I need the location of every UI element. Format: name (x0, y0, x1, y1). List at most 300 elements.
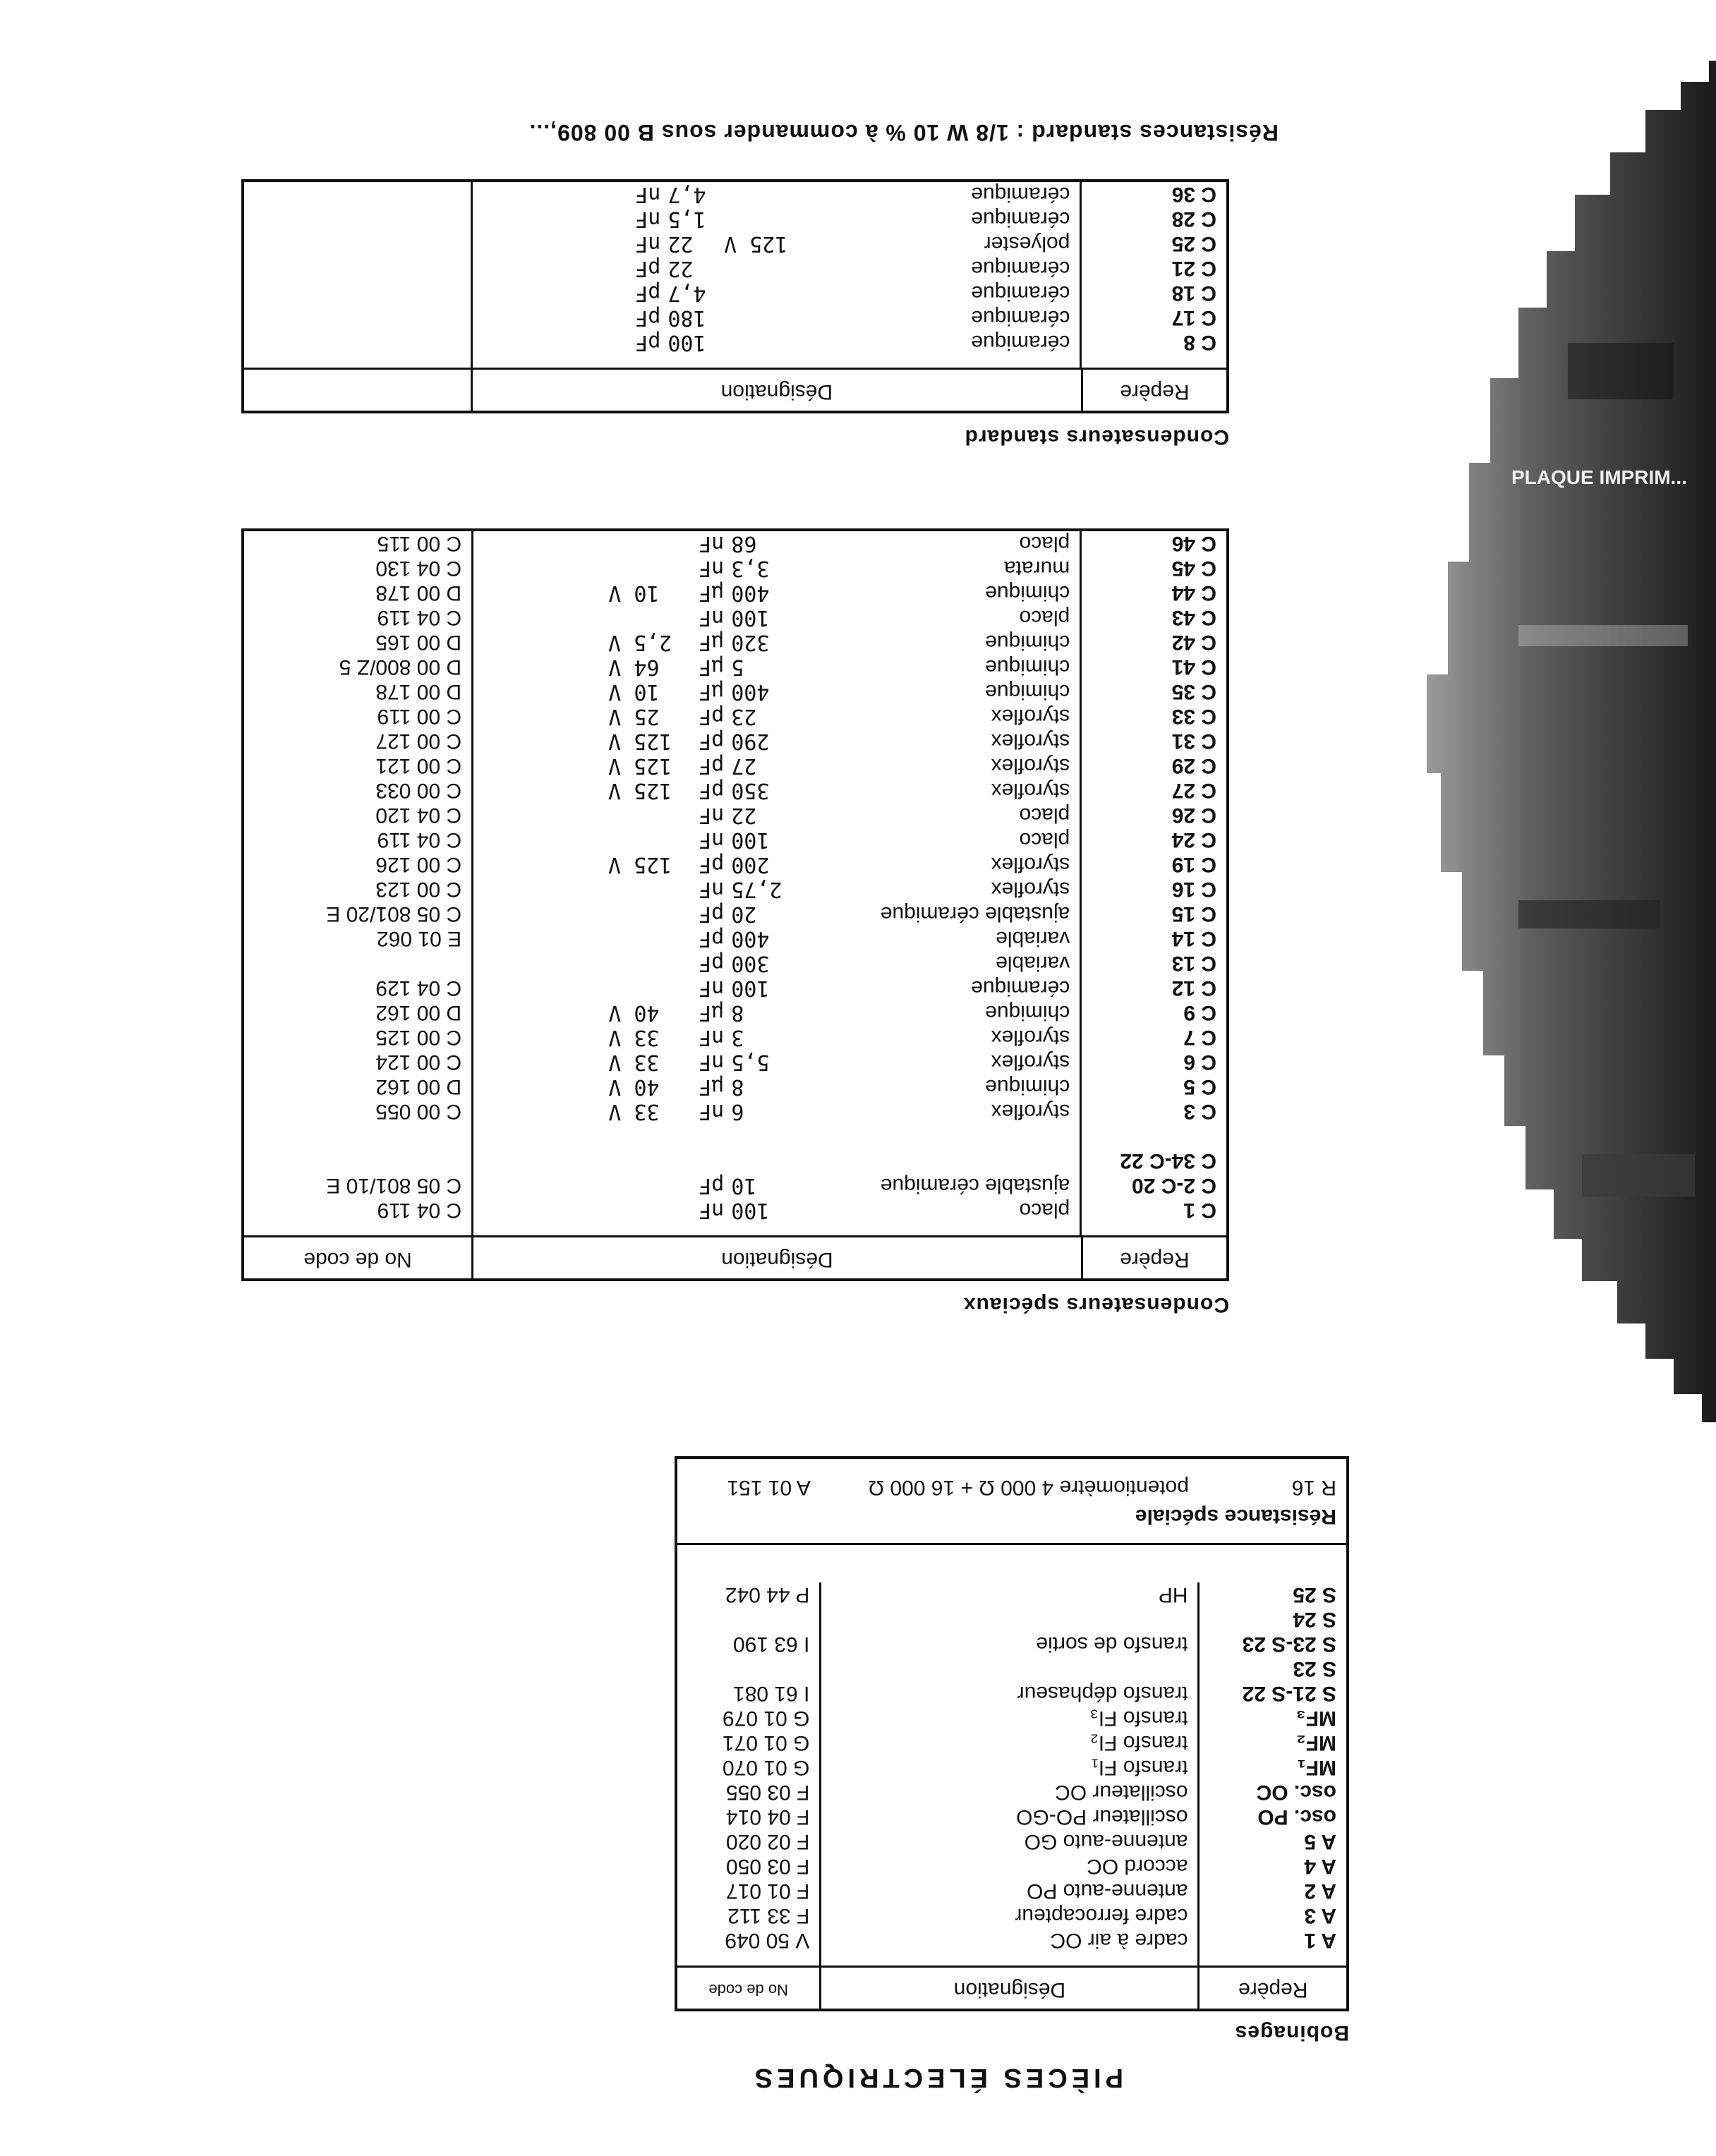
unit-text: pF (699, 729, 725, 753)
type-text: variable (996, 927, 1070, 950)
code-cell: F 02 020 (676, 1829, 821, 1854)
column-header-designation: Désignation (821, 1967, 1199, 2011)
value-text (731, 1124, 787, 1149)
designation-cell: transfo FI₃ (821, 1706, 1199, 1731)
column-header-repere: Repère (1082, 1237, 1228, 1280)
repere-cell: S 24 (1293, 1608, 1336, 1631)
designation-cell (473, 556, 1082, 581)
code-cell: P 44 042 (676, 1582, 821, 1607)
unit-text: nF (699, 803, 725, 828)
repere-cell: S 21-S 22 (1242, 1682, 1336, 1705)
designation-cell (473, 256, 1082, 281)
type-text: céramique (971, 207, 1070, 231)
designation-cell (473, 704, 1082, 729)
code-cell: D 00 178 (243, 581, 473, 605)
designation-cell (821, 1607, 1199, 1632)
value-text: 100 (731, 605, 770, 630)
type-text: styroflex (991, 853, 1070, 876)
designation-cell: cadre ferrocapteur (821, 1903, 1199, 1928)
voltage-text (724, 305, 787, 330)
unit-text: μF (699, 1074, 725, 1099)
designation-cell (821, 1657, 1199, 1681)
designation-cell (473, 182, 1082, 207)
type-text (787, 1124, 1070, 1149)
type-text: styroflex (991, 779, 1070, 802)
type-text: ajustable céramique (880, 902, 1070, 926)
resistance-repere: R 16 (1291, 1476, 1336, 1499)
designation-cell (473, 852, 1082, 877)
repere-cell: C 29 (1171, 754, 1216, 777)
type-text: variable (996, 952, 1070, 975)
type-text: murata (1003, 557, 1070, 580)
code-cell: D 00 800/Z 5 (243, 655, 473, 679)
value-text: 22 (731, 803, 757, 828)
designation-cell (473, 778, 1082, 803)
type-text: chimique (985, 631, 1070, 654)
code-cell: C 04 129 (243, 976, 473, 1000)
type-text: styroflex (991, 1026, 1070, 1049)
table-row (243, 630, 1228, 655)
repere-cell: C 12 (1171, 976, 1216, 1000)
value-text: 100 (667, 330, 706, 355)
unit-text: pF (699, 852, 725, 877)
table-row (676, 1681, 1348, 1706)
table-row (243, 1025, 1228, 1050)
empty-cell (243, 181, 471, 207)
voltage-text (608, 976, 672, 1000)
code-cell: F 03 055 (676, 1780, 821, 1805)
code-cell: D 00 162 (243, 1074, 473, 1099)
repere-cell: C 18 (1171, 281, 1216, 305)
table-row (676, 1582, 1348, 1607)
unit-text: nF (635, 182, 661, 207)
code-cell: C 04 119 (243, 1198, 473, 1237)
photo-label-text: PLAQUE IMPRIM... (1511, 466, 1687, 488)
type-text: ajustable céramique (880, 1174, 1070, 1197)
repere-cell: osc. PO (1257, 1805, 1336, 1829)
unit-text: pF (699, 1173, 725, 1198)
table-row (243, 852, 1228, 877)
table-row (243, 729, 1228, 753)
designation-cell: transfo FI₁ (821, 1755, 1199, 1780)
voltage-text: 64 V (608, 655, 660, 679)
section-heading-resistance-speciale: Résistance spéciale (676, 1500, 1348, 1544)
table-row (676, 1657, 1348, 1681)
repere-cell: C 7 (1183, 1026, 1216, 1049)
repere-cell: MF₁ (1297, 1756, 1336, 1779)
designation-cell (473, 729, 1082, 753)
value-text: 350 (731, 778, 770, 803)
repere-cell: C 34-C 22 (1120, 1149, 1216, 1173)
table-row (676, 1706, 1348, 1731)
repere-cell: C 2-C 20 (1131, 1174, 1216, 1197)
designation-cell (473, 581, 1082, 605)
value-text (731, 1149, 787, 1173)
designation-cell (473, 330, 1082, 368)
repere-cell: C 8 (1183, 331, 1216, 354)
repere-cell: C 24 (1171, 828, 1216, 852)
repere-cell (1082, 1124, 1228, 1149)
code-cell: G 01 071 (676, 1731, 821, 1755)
designation-cell (473, 926, 1082, 951)
code-cell: C 00 124 (243, 1050, 473, 1074)
voltage-text: 33 V (608, 1025, 660, 1050)
type-text: styroflex (991, 1100, 1070, 1123)
section-heading-condensateurs-standard: Condensateurs standard (964, 425, 1229, 449)
type-text: polyester (984, 232, 1070, 255)
type-text (787, 1149, 1070, 1173)
value-text: 3 (731, 1025, 744, 1050)
value-text: 320 (731, 630, 770, 655)
repere-cell: A 3 (1304, 1904, 1336, 1927)
value-text: 2,75 (731, 877, 783, 902)
unit-text: nF (699, 1025, 725, 1050)
designation-cell (473, 1124, 1082, 1149)
voltage-text: 125 V (608, 852, 672, 877)
voltage-text: 125 V (608, 778, 672, 803)
type-text: chimique (985, 680, 1070, 703)
type-text: céramique (971, 183, 1070, 206)
designation-cell: oscillateur OC (821, 1780, 1199, 1805)
designation-cell (473, 877, 1082, 902)
designation-cell: HP (821, 1582, 1199, 1607)
table-row (676, 1731, 1348, 1755)
unit-text: μF (699, 655, 725, 679)
voltage-text (608, 1173, 672, 1198)
designation-cell: antenne-auto PO (821, 1879, 1199, 1903)
table-row (243, 679, 1228, 704)
code-cell: C 05 801/10 E (243, 1173, 473, 1198)
voltage-text (724, 182, 787, 207)
designation-cell (473, 976, 1082, 1000)
repere-cell: C 28 (1171, 207, 1216, 231)
table-row (243, 256, 1228, 281)
repere-cell: osc. OC (1256, 1781, 1336, 1804)
unit-text: pF (635, 330, 661, 355)
table-row (676, 1928, 1348, 1967)
value-text: 100 (731, 976, 770, 1000)
type-text: chimique (985, 1001, 1070, 1024)
value-text: 180 (667, 305, 706, 330)
code-cell: C 05 801/20 E (243, 902, 473, 926)
repere-cell: C 16 (1171, 878, 1216, 901)
designation-cell (473, 1173, 1082, 1198)
designation-cell: transfo déphaseur (821, 1681, 1199, 1706)
value-text: 5,5 (731, 1050, 770, 1074)
unit-text: nF (699, 976, 725, 1000)
voltage-text (608, 877, 672, 902)
type-text: placo (1019, 532, 1070, 555)
type-text: chimique (985, 655, 1070, 679)
code-cell: C 04 119 (243, 605, 473, 630)
table-row (243, 330, 1228, 369)
table-row (676, 1903, 1348, 1928)
code-cell (676, 1657, 821, 1681)
table-row (676, 1755, 1348, 1780)
type-text: céramique (971, 281, 1070, 305)
repere-cell: C 14 (1171, 927, 1216, 950)
table-row (243, 951, 1228, 976)
code-cell: D 00 162 (243, 1000, 473, 1025)
table-row (243, 281, 1228, 305)
table-row (676, 1879, 1348, 1903)
type-text: styroflex (991, 878, 1070, 901)
repere-cell: MF₂ (1296, 1731, 1336, 1755)
type-text: styroflex (991, 729, 1070, 753)
repere-cell: C 44 (1171, 581, 1216, 605)
voltage-text (608, 605, 672, 630)
table-row (243, 704, 1228, 729)
table-row (676, 1607, 1348, 1632)
value-text: 23 (731, 704, 757, 729)
table-row (243, 181, 1228, 207)
code-cell: V 50 049 (676, 1928, 821, 1967)
designation-cell (473, 803, 1082, 828)
unit-text: pF (699, 704, 725, 729)
value-text: 100 (731, 828, 770, 852)
code-cell: C 04 120 (243, 803, 473, 828)
designation-cell (473, 1074, 1082, 1099)
type-text: styroflex (991, 754, 1070, 777)
value-text: 22 (667, 256, 694, 281)
column-header-code: No de code (676, 1967, 821, 2011)
designation-cell (473, 1000, 1082, 1025)
repere-cell: C 6 (1183, 1050, 1216, 1074)
table-row (676, 1780, 1348, 1805)
column-header-empty (243, 369, 471, 413)
voltage-text (608, 926, 672, 951)
repere-cell: C 42 (1171, 631, 1216, 654)
voltage-text: 33 V (608, 1099, 660, 1124)
type-text: styroflex (991, 1050, 1070, 1074)
table-row (243, 877, 1228, 902)
empty-cell (243, 207, 471, 231)
table-row (243, 231, 1228, 256)
voltage-text (724, 281, 787, 305)
repere-cell: S 23 (1293, 1657, 1336, 1680)
unit-text: pF (699, 926, 725, 951)
table-row (243, 1149, 1228, 1173)
voltage-text: 40 V (608, 1000, 660, 1025)
empty-cell (243, 330, 471, 369)
column-header-code: No de code (243, 1237, 473, 1280)
code-cell (243, 951, 473, 976)
table-row (243, 207, 1228, 231)
unit-text: pF (699, 951, 725, 976)
voltage-text (608, 1124, 672, 1149)
designation-cell (473, 828, 1082, 852)
resistance-designation: potentiomètre 4 000 Ω + 16 000 Ω (868, 1476, 1189, 1499)
code-cell: E 01 062 (243, 926, 473, 951)
code-cell: I 63 190 (676, 1632, 821, 1657)
value-text: 100 (731, 1198, 770, 1223)
value-text: 4,7 (667, 281, 706, 305)
voltage-text: 10 V (608, 581, 660, 605)
designation-cell (473, 281, 1082, 305)
repere-cell: C 5 (1183, 1075, 1216, 1098)
table-row (243, 655, 1228, 679)
unit-text: nF (699, 1099, 725, 1124)
type-text: céramique (971, 331, 1070, 354)
designation-cell (473, 753, 1082, 778)
code-cell: D 00 165 (243, 630, 473, 655)
section-heading-bobinages: Bobinages (1234, 2021, 1349, 2045)
code-cell: C 00 121 (243, 753, 473, 778)
voltage-text (608, 951, 672, 976)
repere-cell: C 36 (1171, 183, 1216, 206)
code-cell: D 00 178 (243, 679, 473, 704)
repere-cell: A 5 (1304, 1830, 1336, 1853)
circuit-board-photo-fragment (1391, 61, 1716, 1422)
value-text: 400 (731, 679, 770, 704)
repere-cell: C 25 (1171, 232, 1216, 255)
value-text: 200 (731, 852, 770, 877)
unit-text: nF (699, 531, 725, 556)
designation-cell (473, 679, 1082, 704)
type-text: placo (1019, 1199, 1070, 1222)
unit-text: nF (699, 1050, 725, 1074)
code-cell: F 01 017 (676, 1879, 821, 1903)
designation-cell (473, 655, 1082, 679)
designation-cell (473, 630, 1082, 655)
table-row (676, 1829, 1348, 1854)
value-text: 8 (731, 1000, 744, 1025)
empty-cell (243, 256, 471, 281)
voltage-text (608, 902, 672, 926)
code-cell: C 04 130 (243, 556, 473, 581)
code-cell: G 01 079 (676, 1706, 821, 1731)
column-header-designation: Désignation (473, 1237, 1082, 1280)
table-row (676, 1854, 1348, 1879)
type-text: styroflex (991, 705, 1070, 728)
repere-cell: C 19 (1171, 853, 1216, 876)
type-text: chimique (985, 1075, 1070, 1098)
table-row (243, 1198, 1228, 1237)
value-text: 6 (731, 1099, 744, 1124)
voltage-text: 125 V (608, 753, 672, 778)
repere-cell: A 1 (1304, 1929, 1336, 1952)
value-text: 22 (667, 231, 694, 256)
column-header-designation: Désignation (471, 369, 1082, 413)
voltage-text (608, 803, 672, 828)
table-row (243, 530, 1228, 556)
voltage-text: 125 V (608, 729, 672, 753)
voltage-text: 33 V (608, 1050, 660, 1074)
type-text: chimique (985, 581, 1070, 605)
repere-cell: C 27 (1171, 779, 1216, 802)
designation-cell: transfo de sortie (821, 1632, 1199, 1657)
repere-cell: S 23-S 23 (1242, 1633, 1336, 1656)
table-row (243, 803, 1228, 828)
value-text: 8 (731, 1074, 744, 1099)
code-cell: I 61 081 (676, 1681, 821, 1706)
unit-text: nF (699, 1198, 725, 1223)
value-text: 27 (731, 753, 757, 778)
repere-cell: A 2 (1304, 1879, 1336, 1903)
table-row (243, 1099, 1228, 1124)
code-cell: F 04 014 (676, 1805, 821, 1829)
unit-text: nF (635, 231, 661, 256)
designation-cell (473, 902, 1082, 926)
condensateurs-standard-table (241, 179, 1229, 413)
table-row (243, 1074, 1228, 1099)
code-cell: C 00 126 (243, 852, 473, 877)
value-text: 400 (731, 581, 770, 605)
page-title: PIÈCES ÉLECTRIQUES (750, 2063, 1123, 2093)
unit-text: μF (699, 679, 725, 704)
voltage-text: 2,5 V (608, 630, 672, 655)
section-heading-condensateurs-speciaux: Condensateurs spéciaux (962, 1293, 1229, 1316)
repere-cell: C 45 (1171, 557, 1216, 580)
empty-cell (243, 281, 471, 305)
bobinages-table (675, 1456, 1349, 2011)
value-text: 400 (731, 926, 770, 951)
code-cell: F 33 112 (676, 1903, 821, 1928)
table-row (243, 976, 1228, 1000)
repere-cell: C 15 (1171, 902, 1216, 926)
code-cell: C 00 115 (243, 530, 473, 556)
repere-cell: C 33 (1171, 705, 1216, 728)
value-text: 1,5 (667, 207, 706, 231)
designation-cell (473, 605, 1082, 630)
repere-cell: C 21 (1171, 257, 1216, 280)
voltage-text: 125 V (724, 231, 788, 256)
type-text: placo (1019, 828, 1070, 852)
table-row (676, 1805, 1348, 1829)
designation-cell: oscillateur PO-GO (821, 1805, 1199, 1829)
designation-cell (473, 1149, 1082, 1173)
voltage-text: 10 V (608, 679, 660, 704)
value-text: 4,7 (667, 182, 706, 207)
designation-cell (473, 1099, 1082, 1124)
repere-cell: C 41 (1171, 655, 1216, 679)
table-row (243, 1050, 1228, 1074)
unit-text: pF (699, 778, 725, 803)
value-text: 3,3 (731, 556, 770, 581)
designation-cell (473, 207, 1082, 231)
table-row (243, 828, 1228, 852)
repere-cell: A 4 (1304, 1855, 1336, 1878)
repere-cell: C 43 (1171, 606, 1216, 629)
resistance-code: A 01 151 (727, 1476, 811, 1499)
repere-cell: C 9 (1183, 1001, 1216, 1024)
table-row (676, 1632, 1348, 1657)
empty-cell (243, 231, 471, 256)
type-text: placo (1019, 804, 1070, 827)
code-cell: F 03 050 (676, 1854, 821, 1879)
table-row (243, 1173, 1228, 1198)
unit-text: pF (699, 753, 725, 778)
unit-text: pF (635, 281, 661, 305)
unit-text: nF (699, 556, 725, 581)
voltage-text (724, 330, 787, 355)
table-row (243, 1000, 1228, 1025)
code-cell: C 00 127 (243, 729, 473, 753)
designation-cell (473, 531, 1082, 556)
unit-text: nF (699, 877, 725, 902)
table-row (243, 556, 1228, 581)
table-row (243, 753, 1228, 778)
voltage-text (608, 556, 672, 581)
code-cell: C 00 055 (243, 1099, 473, 1124)
empty-cell (243, 305, 471, 330)
voltage-text: 25 V (608, 704, 660, 729)
table-row (243, 902, 1228, 926)
voltage-text (724, 207, 787, 231)
type-text: céramique (971, 306, 1070, 329)
code-cell: C 04 119 (243, 828, 473, 852)
voltage-text (608, 1198, 672, 1223)
